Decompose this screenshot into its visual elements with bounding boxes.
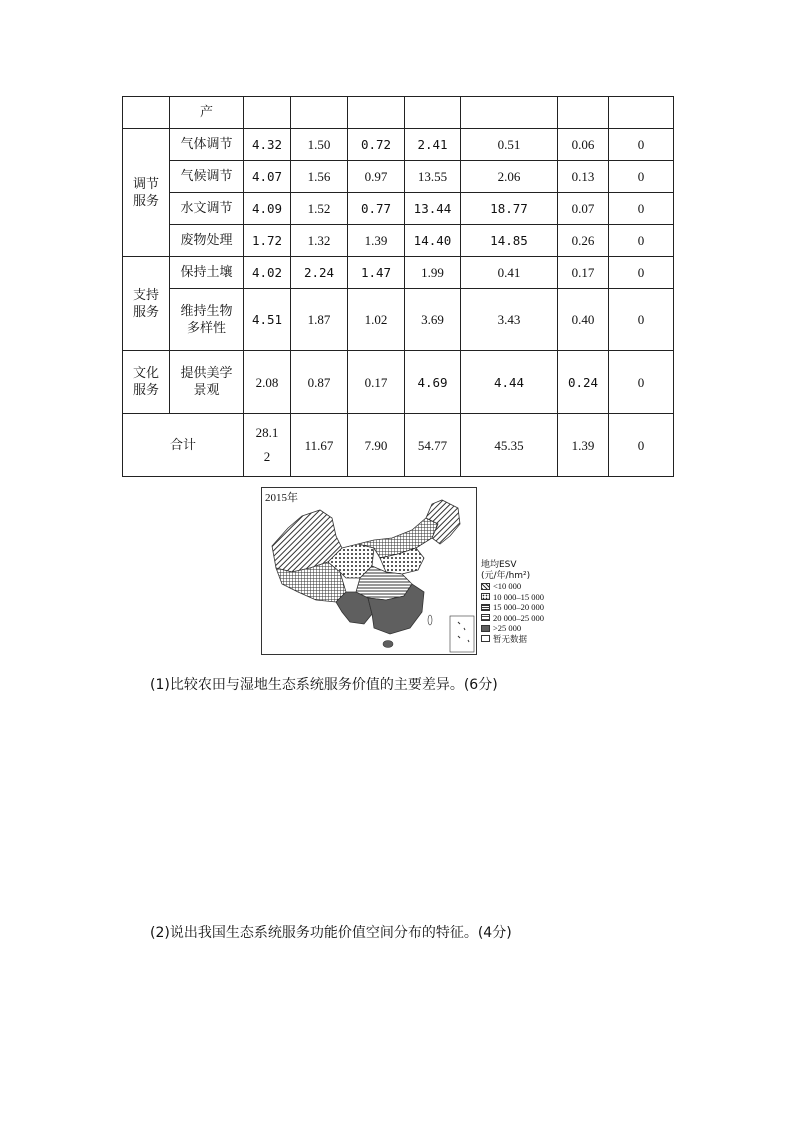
value-cell: 14.85 — [461, 225, 558, 257]
table-cell — [348, 97, 405, 129]
value-cell — [244, 414, 291, 477]
map-legend — [481, 560, 581, 644]
value-cell: 0 — [609, 351, 674, 414]
table-row — [123, 161, 674, 193]
value-cell: 4.51 — [244, 289, 291, 351]
value-cell: 0.24 — [558, 351, 609, 414]
value-cell: 7.90 — [348, 414, 405, 477]
value-cell: 1.02 — [348, 289, 405, 351]
value-cell: 4.09 — [244, 193, 291, 225]
legend-unit: (元/年/hm²) — [481, 570, 531, 581]
value-cell: 0.51 — [461, 129, 558, 161]
table-row — [123, 414, 674, 477]
table-cell — [123, 97, 170, 129]
esv-table — [122, 96, 674, 477]
question-2: (2)说出我国生态系统服务功能价值空间分布的特征。(4分) — [150, 925, 512, 941]
legend-label: >25 000 — [493, 623, 522, 633]
value-cell: 4.69 — [405, 351, 461, 414]
group-label-line: 服务 — [132, 193, 159, 209]
legend-label: 20 000–25 000 — [493, 612, 544, 623]
swatch-none — [481, 635, 490, 642]
legend-item — [481, 581, 581, 592]
legend-label: <10 000 — [493, 581, 522, 591]
row-label-line: 维持生物 — [180, 303, 233, 319]
table-row — [123, 193, 674, 225]
value-cell: 3.69 — [405, 289, 461, 351]
table-cell — [244, 97, 291, 129]
row-label — [170, 289, 244, 351]
group-label-line: 文化 — [132, 366, 159, 381]
swatch-hlines — [481, 614, 490, 621]
value-cell: 0.07 — [558, 193, 609, 225]
value-cell: 1.72 — [244, 225, 291, 257]
value-cell: 0.97 — [348, 161, 405, 193]
table-cell — [609, 97, 674, 129]
group-label — [123, 351, 170, 414]
value-cell: 1.47 — [348, 257, 405, 289]
esv-map — [261, 487, 477, 655]
map-year-label: 2015年 — [265, 492, 298, 504]
value-cell: 0.87 — [291, 351, 348, 414]
swatch-diagonal — [481, 583, 490, 590]
value-cell: 2.41 — [405, 129, 461, 161]
island-taiwan — [428, 615, 432, 625]
value-cell: 0 — [609, 289, 674, 351]
value-cell: 1.50 — [291, 129, 348, 161]
legend-item — [481, 623, 581, 634]
value-cell: 0.41 — [461, 257, 558, 289]
value-cell: 4.02 — [244, 257, 291, 289]
value-cell: 18.77 — [461, 193, 558, 225]
table-cell — [558, 97, 609, 129]
value-cell: 0 — [609, 129, 674, 161]
value-line: 28.1 — [255, 425, 279, 440]
legend-label: 暂无数据 — [493, 633, 528, 644]
table-row — [123, 257, 674, 289]
value-cell: 45.35 — [461, 414, 558, 477]
legend-item — [481, 613, 581, 624]
group-label — [123, 257, 170, 351]
table-cell — [291, 97, 348, 129]
value-cell: 1.87 — [291, 289, 348, 351]
row-label-line: 提供美学 — [180, 366, 233, 381]
total-label: 合计 — [123, 414, 244, 477]
value-cell: 0 — [609, 193, 674, 225]
value-cell: 0 — [609, 161, 674, 193]
value-cell: 0.17 — [558, 257, 609, 289]
row-label: 保持土壤 — [170, 257, 244, 289]
value-cell: 0.13 — [558, 161, 609, 193]
value-cell: 4.32 — [244, 129, 291, 161]
group-label-line: 调节 — [132, 176, 159, 192]
value-cell: 1.56 — [291, 161, 348, 193]
value-cell: 1.32 — [291, 225, 348, 257]
swatch-grid — [481, 604, 490, 611]
value-cell: 1.99 — [405, 257, 461, 289]
row-label: 产 — [170, 97, 244, 129]
value-cell: 0.72 — [348, 129, 405, 161]
row-label — [170, 351, 244, 414]
row-label: 气体调节 — [170, 129, 244, 161]
value-cell: 0.77 — [348, 193, 405, 225]
value-cell: 0 — [609, 225, 674, 257]
value-cell: 0.17 — [348, 351, 405, 414]
value-cell: 2.06 — [461, 161, 558, 193]
value-cell: 14.40 — [405, 225, 461, 257]
value-cell: 54.77 — [405, 414, 461, 477]
table-cell — [461, 97, 558, 129]
value-cell: 2.08 — [244, 351, 291, 414]
table-row — [123, 129, 674, 161]
value-cell: 0.06 — [558, 129, 609, 161]
island-hainan — [383, 641, 393, 648]
value-cell: 13.55 — [405, 161, 461, 193]
legend-item — [481, 592, 581, 603]
legend-item — [481, 602, 581, 613]
row-label-line: 多样性 — [186, 320, 226, 336]
row-label-line: 景观 — [193, 383, 220, 398]
swatch-dots — [481, 593, 490, 600]
value-cell: 13.44 — [405, 193, 461, 225]
china-map-graphic — [262, 488, 476, 654]
legend-title: 地均ESV — [481, 560, 517, 570]
group-label-line: 服务 — [132, 304, 159, 320]
group-label-line: 支持 — [132, 287, 159, 303]
value-cell: 0 — [609, 257, 674, 289]
question-1: (1)比较农田与湿地生态系统服务价值的主要差异。(6分) — [150, 677, 498, 693]
value-cell: 4.07 — [244, 161, 291, 193]
south-sea-inset — [450, 616, 474, 652]
legend-label: 15 000–20 000 — [493, 602, 544, 612]
value-cell: 0.40 — [558, 289, 609, 351]
value-cell: 0 — [609, 414, 674, 477]
table-row — [123, 225, 674, 257]
table-row — [123, 97, 674, 129]
value-line: 2 — [263, 449, 271, 464]
value-cell: 1.39 — [348, 225, 405, 257]
group-label — [123, 129, 170, 257]
row-label: 水文调节 — [170, 193, 244, 225]
value-cell: 0.26 — [558, 225, 609, 257]
value-cell: 3.43 — [461, 289, 558, 351]
value-cell: 2.24 — [291, 257, 348, 289]
table-cell — [405, 97, 461, 129]
row-label: 废物处理 — [170, 225, 244, 257]
value-cell: 1.52 — [291, 193, 348, 225]
value-cell: 4.44 — [461, 351, 558, 414]
table-row — [123, 289, 674, 351]
group-label-line: 服务 — [132, 383, 159, 398]
table-row — [123, 351, 674, 414]
swatch-solid — [481, 625, 490, 632]
value-cell: 11.67 — [291, 414, 348, 477]
row-label: 气候调节 — [170, 161, 244, 193]
legend-item — [481, 634, 581, 645]
value-cell: 1.39 — [558, 414, 609, 477]
legend-label: 10 000–15 000 — [493, 591, 544, 602]
